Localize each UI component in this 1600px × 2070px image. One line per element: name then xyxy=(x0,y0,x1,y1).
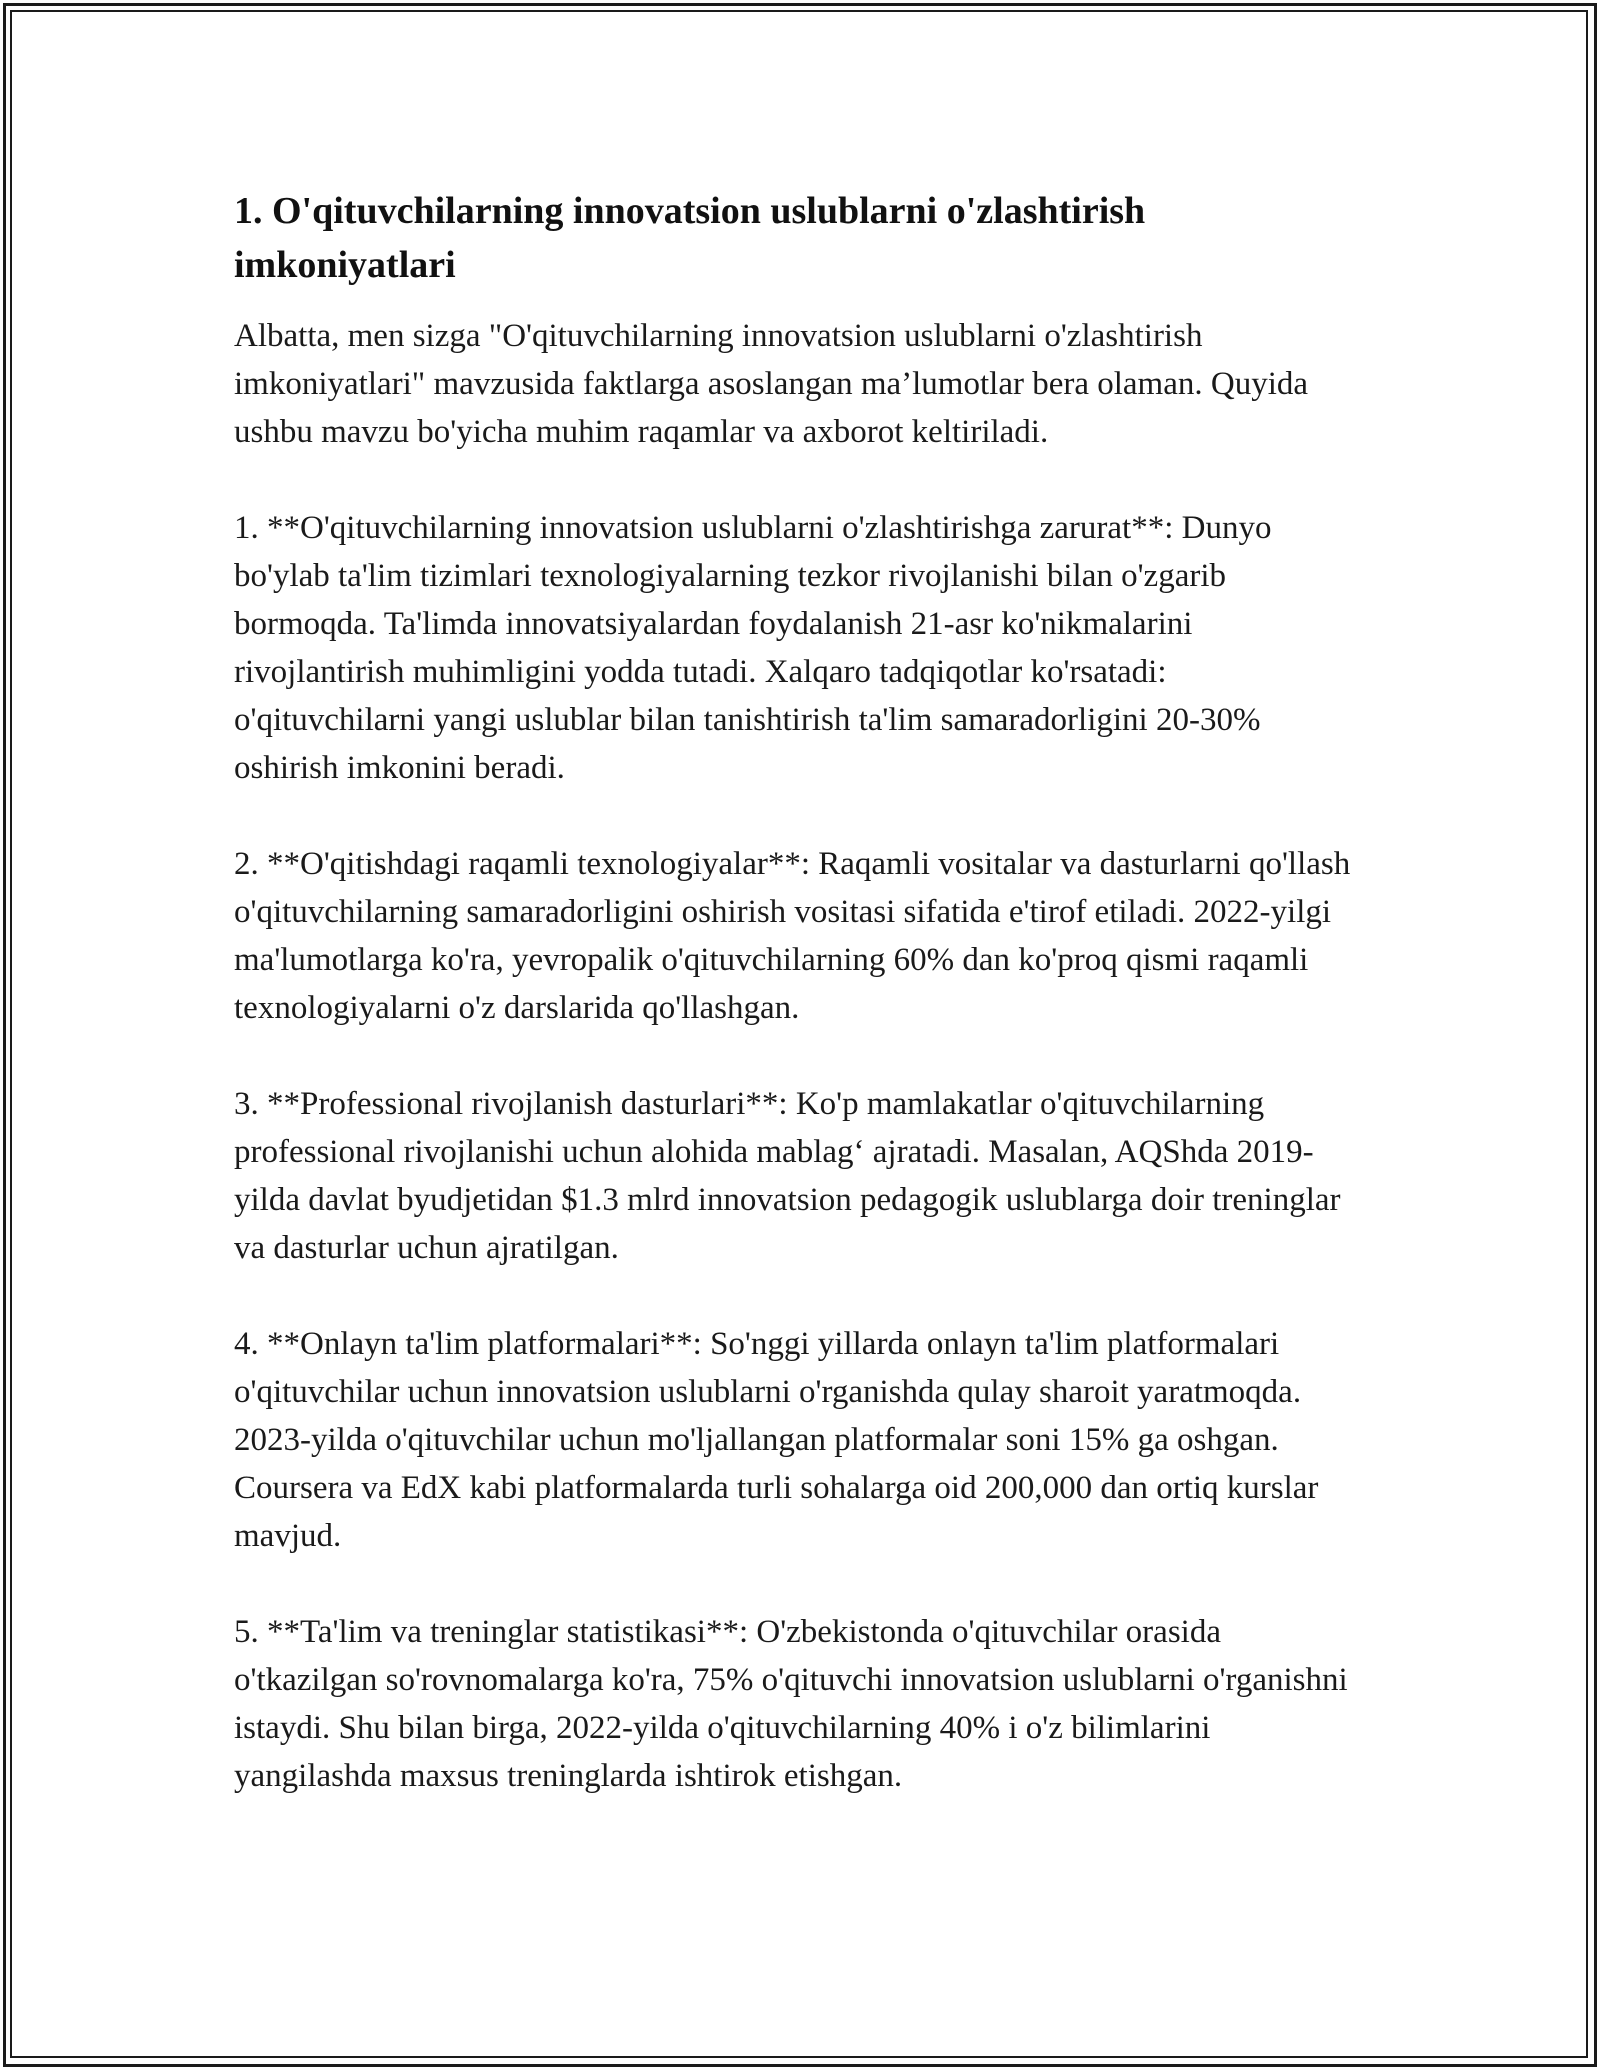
list-item: 4. **Onlayn ta'lim platformalari**: So'nggi yillarda onlayn ta'lim platformalari o'qituvchilar uchun innovatsion uslublarni o'rganishda qulay sharoit yaratmoqda. 2023-yilda o'qituvchilar uchun mo'ljallangan platformalar soni 15% ga oshgan. Coursera va EdX kabi platformalarda turli sohalarga oid 200,000 dan ortiq kurslar mavjud. xyxy=(234,1326,1319,1554)
document-body xyxy=(234,184,1364,1848)
intro-paragraph: Albatta, men sizga "O'qituvchilarning innovatsion uslublarni o'zlashtirish imkoniyatlari" mavzusida faktlarga asoslangan ma’lumotlar bera olaman. Quyida ushbu mavzu bo'yicha muhim raqamlar va axborot keltiriladi. xyxy=(234,318,1309,450)
list-item: 5. **Ta'lim va treninglar statistikasi**: O'zbekistonda o'qituvchilar orasida o'tkazilgan so'rovnomalarga ko'ra, 75% o'qituvchi innovatsion uslublarni o'rganishni istaydi. Shu bilan birga, 2022-yilda o'qituvchilarning 40% i o'z bilimlarini yangilashda maxsus treninglarda ishtirok etishgan. xyxy=(234,1614,1348,1794)
list-item: 2. **O'qitishdagi raqamli texnologiyalar**: Raqamli vositalar va dasturlarni qo'llash o'qituvchilarning samaradorligini oshirish vositasi sifatida e'tirof etiladi. 2022-yilgi ma'lumotlarga ko'ra, yevropalik o'qituvchilarning 60% dan ko'proq qismi raqamli texnologiyalarni o'z darslarida qo'llashgan. xyxy=(234,846,1351,1026)
list-item: 3. **Professional rivojlanish dasturlari**: Ko'p mamlakatlar o'qituvchilarning professional rivojlanishi uchun alohida mablag‘ ajratadi. Masalan, AQShda 2019-yilda davlat byudjetidan $1.3 mlrd innovatsion pedagogik uslublarga doir treninglar va dasturlar uchun ajratilgan. xyxy=(234,1086,1341,1266)
document-title: 1. O'qituvchilarning innovatsion uslublarni o'zlashtirish imkoniyatlari xyxy=(234,190,1146,286)
list-item: 1. **O'qituvchilarning innovatsion uslublarni o'zlashtirishga zarurat**: Dunyo bo'ylab ta'lim tizimlari texnologiyalarning tezkor rivojlanishi bilan o'zgarib bormoqda. Ta'limda innovatsiyalardan foydalanish 21-asr ko'nikmalarini rivojlantirish muhimligini yodda tutadi. Xalqaro tadqiqotlar ko'rsatadi: o'qituvchilarni yangi uslublar bilan tanishtirish ta'lim samaradorligini 20-30% oshirish imkonini beradi. xyxy=(234,510,1272,786)
